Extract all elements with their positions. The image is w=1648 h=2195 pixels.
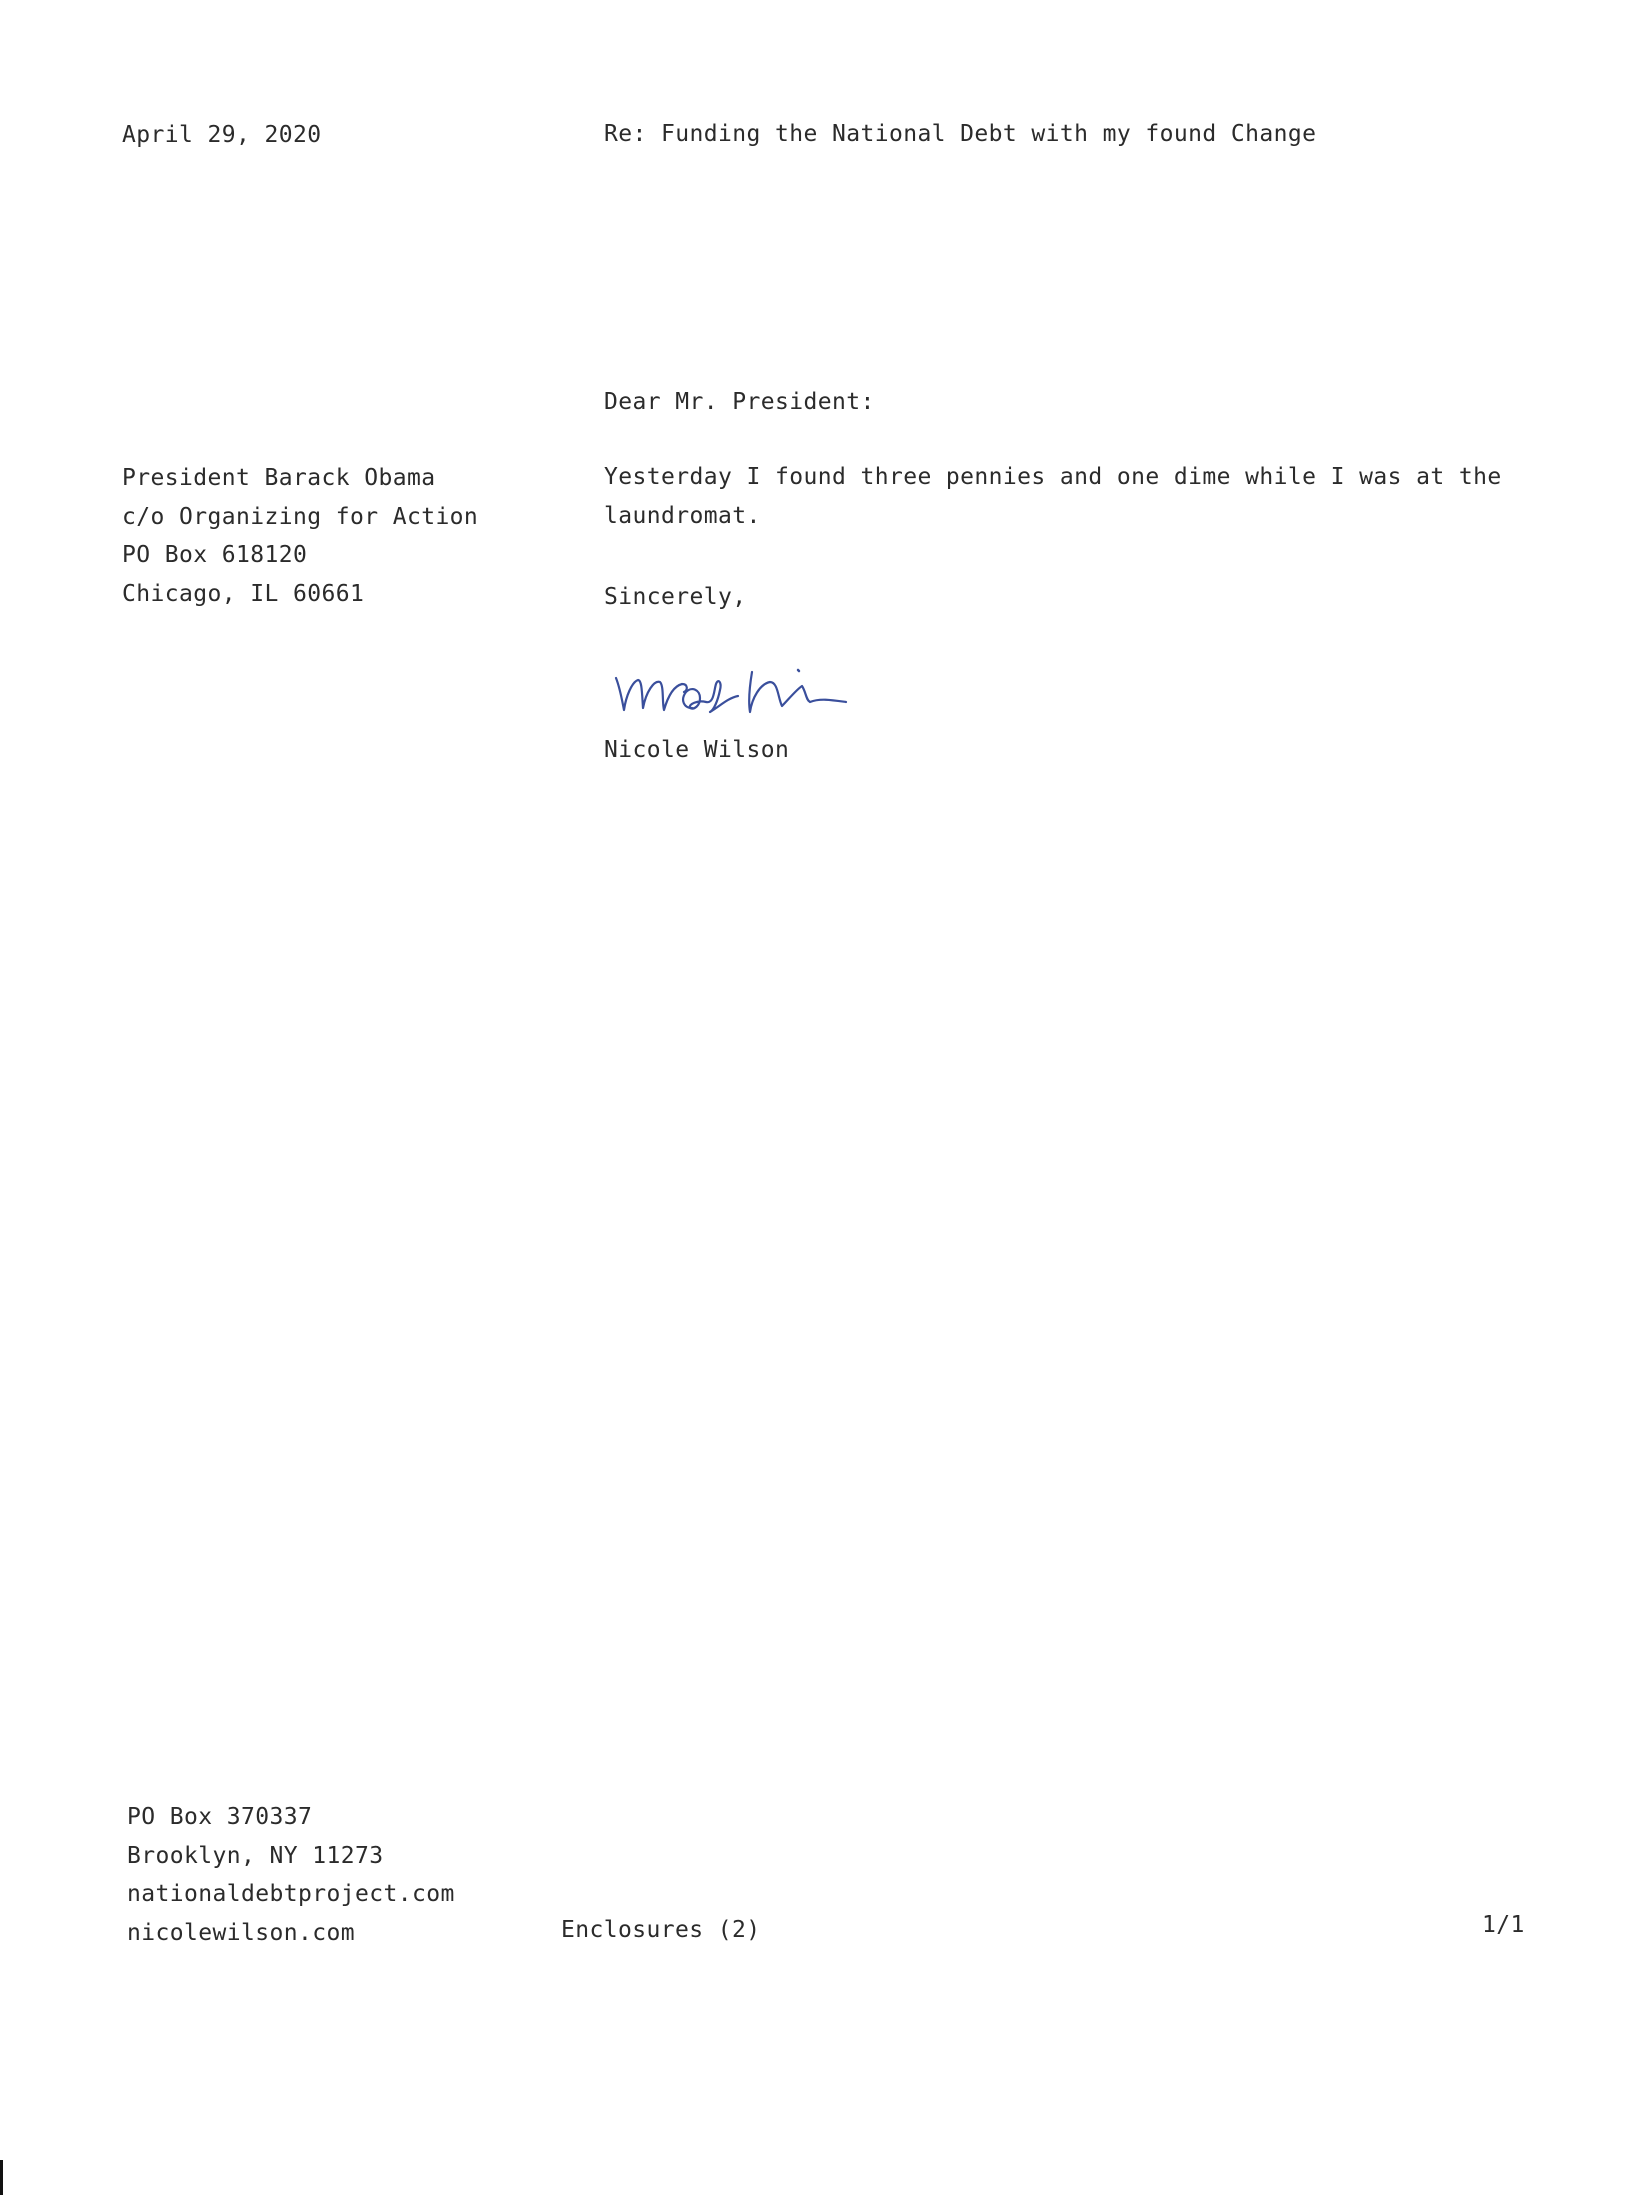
body-line: Yesterday I found three pennies and one dime while I was at the bbox=[604, 464, 1502, 490]
sender-po-box: PO Box 370337 bbox=[127, 1804, 313, 1830]
body-line: laundromat. bbox=[604, 502, 761, 529]
signature-dot bbox=[798, 670, 799, 671]
page-number: 1/1 bbox=[1482, 1912, 1525, 1938]
recipient-organization: c/o Organizing for Action bbox=[122, 503, 479, 530]
closing: Sincerely, bbox=[604, 584, 747, 610]
letter-subject: Re: Funding the National Debt with my found Change bbox=[604, 121, 1317, 147]
letter-date: April 29, 2020 bbox=[122, 122, 322, 148]
scan-margin-mark bbox=[0, 2160, 3, 2195]
recipient-po-box: PO Box 618120 bbox=[122, 542, 308, 568]
recipient-name: President Barack Obama bbox=[122, 465, 436, 491]
sender-address bbox=[127, 1798, 455, 1952]
salutation: Dear Mr. President: bbox=[604, 389, 875, 415]
sender-city-state-zip: Brooklyn, NY 11273 bbox=[127, 1842, 384, 1869]
signer-name: Nicole Wilson bbox=[604, 737, 790, 763]
enclosures-note: Enclosures (2) bbox=[561, 1917, 761, 1943]
recipient-city-state-zip: Chicago, IL 60661 bbox=[122, 580, 365, 607]
sender-website: nicolewilson.com bbox=[127, 1919, 355, 1946]
letter-body bbox=[604, 458, 1502, 535]
recipient-address bbox=[122, 459, 478, 613]
sender-website: nationaldebtproject.com bbox=[127, 1881, 455, 1907]
signature-stroke bbox=[616, 672, 846, 712]
handwritten-signature-icon bbox=[610, 630, 930, 730]
